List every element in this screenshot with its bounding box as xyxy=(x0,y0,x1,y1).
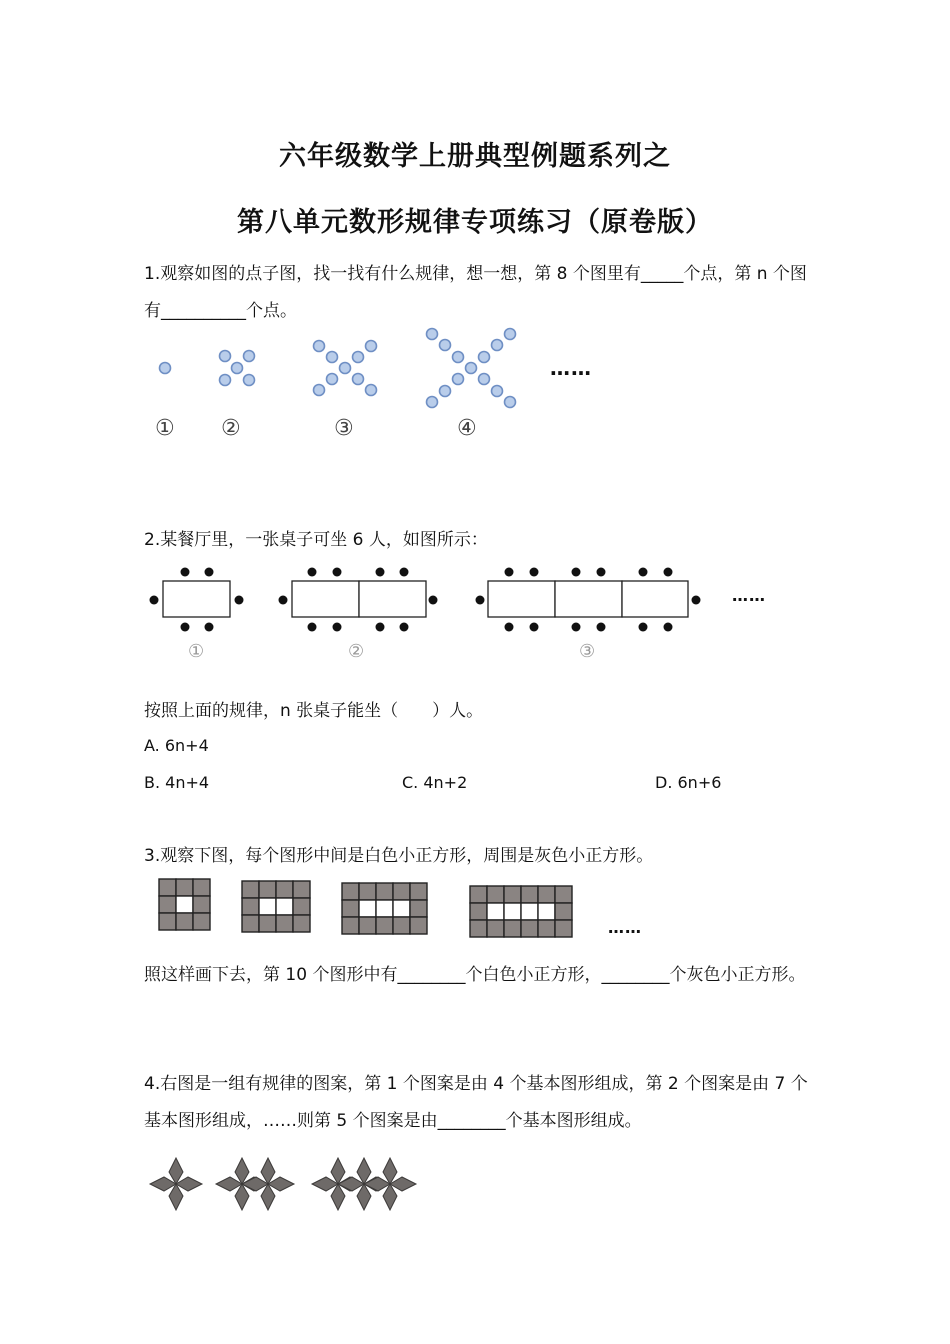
dot xyxy=(244,351,255,362)
q2-caption-3: ③ xyxy=(579,641,596,662)
dot xyxy=(505,397,516,408)
pattern-2 xyxy=(216,1158,294,1210)
dot xyxy=(492,340,503,351)
seat-dot xyxy=(181,623,190,632)
dot xyxy=(366,341,377,352)
q1-caption-4: ④ xyxy=(457,416,477,441)
dot xyxy=(466,363,477,374)
seat-dot xyxy=(400,623,409,632)
dot xyxy=(453,352,464,363)
seat-dot xyxy=(572,568,581,577)
dot xyxy=(327,374,338,385)
table-figures xyxy=(140,560,720,640)
dot xyxy=(327,352,338,363)
seat-dot xyxy=(235,596,244,605)
seat-dot xyxy=(279,596,288,605)
table xyxy=(555,581,622,617)
dot xyxy=(366,385,377,396)
seat-dot xyxy=(205,568,214,577)
square-figure-2 xyxy=(242,881,310,932)
dot xyxy=(440,386,451,397)
q1-caption-3: ③ xyxy=(334,416,354,441)
title-line-1: 六年级数学上册典型例题系列之 xyxy=(279,141,671,172)
dot xyxy=(440,340,451,351)
q3-ellipsis: …… xyxy=(608,918,642,937)
seat-dot xyxy=(505,568,514,577)
seat-dot xyxy=(639,568,648,577)
seat-dot xyxy=(150,596,159,605)
dot xyxy=(427,329,438,340)
dot xyxy=(492,386,503,397)
dot xyxy=(479,374,490,385)
question-3-prompt: 照这样画下去，第 10 个图形中有________个白色小正方形，________个灰色小正方形。 xyxy=(144,965,806,985)
seat-dot xyxy=(376,623,385,632)
seat-dot xyxy=(597,623,606,632)
dot xyxy=(427,397,438,408)
q1-caption-1: ① xyxy=(155,416,175,441)
question-4-text: 4.右图是一组有规律的图案，第 1 个图案是由 4 个基本图形组成，第 2 个图案是由 7 个基本图形组成，……则第 5 个图案是由________个基本图形组成。 xyxy=(144,1074,808,1131)
option-a: A. 6n+4 xyxy=(144,736,209,755)
table xyxy=(292,581,359,617)
question-1-text: 1.观察如图的点子图，找一找有什么规律，想一想，第 8 个图里有_____个点，第 n 个图有__________个点。 xyxy=(144,264,807,321)
option-b: B. 4n+4 xyxy=(144,773,210,792)
option-c: C. 4n+2 xyxy=(402,773,468,792)
seat-dot xyxy=(476,596,485,605)
seat-dot xyxy=(205,623,214,632)
question-3-text: 3.观察下图，每个图形中间是白色小正方形，周围是灰色小正方形。 xyxy=(144,846,654,866)
seat-dot xyxy=(597,568,606,577)
dot xyxy=(340,363,351,374)
dot xyxy=(353,352,364,363)
dot xyxy=(160,363,171,374)
q1-caption-2: ② xyxy=(221,416,241,441)
seat-dot xyxy=(664,623,673,632)
seat-dot xyxy=(664,568,673,577)
pattern-1 xyxy=(150,1158,202,1210)
seat-dot xyxy=(181,568,190,577)
dot xyxy=(244,375,255,386)
title-line-2: 第八单元数形规律专项练习（原卷版） xyxy=(237,207,713,238)
table xyxy=(359,581,426,617)
table xyxy=(488,581,555,617)
pattern-figures xyxy=(145,1150,465,1220)
seat-dot xyxy=(333,623,342,632)
seat-dot xyxy=(376,568,385,577)
question-2-prompt: 按照上面的规律，n 张桌子能坐（ ）人。 xyxy=(144,701,484,721)
seat-dot xyxy=(692,596,701,605)
square-figure-4 xyxy=(470,886,572,937)
square-figures xyxy=(155,875,585,950)
q2-caption-1: ① xyxy=(188,641,205,662)
dot xyxy=(453,374,464,385)
dot xyxy=(314,385,325,396)
seat-dot xyxy=(308,568,317,577)
seat-dot xyxy=(639,623,648,632)
square-figure-3 xyxy=(342,883,427,934)
table xyxy=(622,581,688,617)
question-2-text: 2.某餐厅里，一张桌子可坐 6 人，如图所示： xyxy=(144,530,488,550)
dot-figures xyxy=(140,320,620,420)
q2-ellipsis: …… xyxy=(732,586,766,605)
seat-dot xyxy=(572,623,581,632)
dot xyxy=(505,329,516,340)
dot xyxy=(314,341,325,352)
seat-dot xyxy=(530,623,539,632)
q2-caption-2: ② xyxy=(348,641,365,662)
seat-dot xyxy=(530,568,539,577)
dot xyxy=(220,351,231,362)
dot xyxy=(479,352,490,363)
dot xyxy=(232,363,243,374)
square-figure-1 xyxy=(159,879,210,930)
seat-dot xyxy=(400,568,409,577)
dot xyxy=(220,375,231,386)
seat-dot xyxy=(308,623,317,632)
seat-dot xyxy=(505,623,514,632)
table xyxy=(163,581,230,617)
seat-dot xyxy=(333,568,342,577)
dot xyxy=(353,374,364,385)
pattern-3 xyxy=(312,1158,416,1210)
q1-ellipsis: …… xyxy=(550,356,592,380)
seat-dot xyxy=(429,596,438,605)
option-d: D. 6n+6 xyxy=(655,773,722,792)
